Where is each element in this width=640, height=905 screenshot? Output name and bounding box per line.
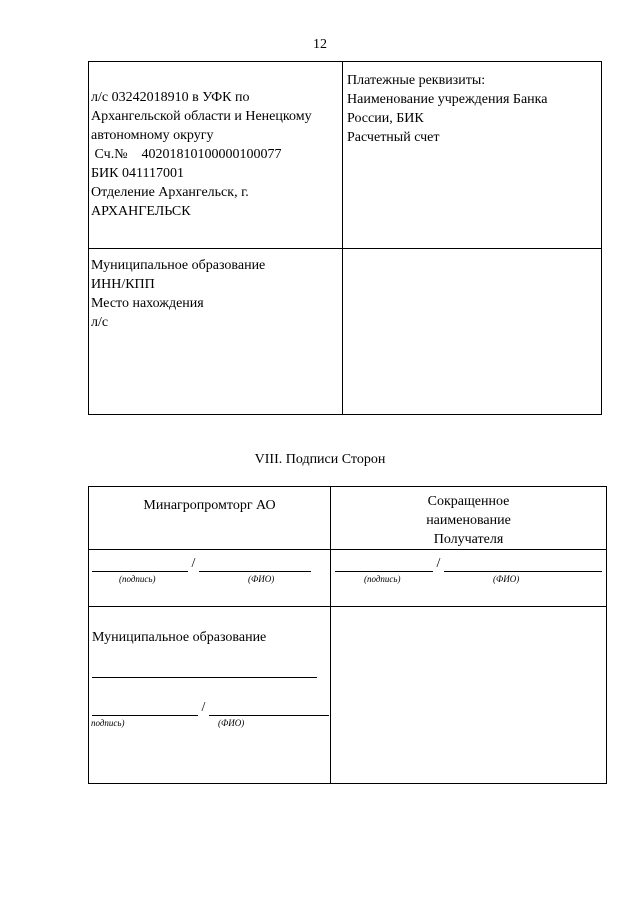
table-divider [89,549,606,550]
signatures-table [88,486,607,784]
details-line: Отделение Архангельск, г. [91,185,249,200]
table-divider [342,62,343,414]
details-line: Место нахождения [91,296,204,311]
slash: / [201,700,206,715]
ministry-header: Минагропромторг АО [143,498,276,513]
details-line: БИК 041117001 [91,166,184,181]
details-line: России, БИК [347,111,424,126]
details-line: Сч.№ 40201810100000100077 [91,147,282,162]
recipient-header-line: Получателя [433,532,504,547]
slash: / [436,556,441,571]
municipality-requisites [91,256,265,332]
page-number: 12 [313,37,327,52]
details-line: ИНН/КПП [91,277,155,292]
treasury-account-details [91,88,312,221]
details-line: Расчетный счет [347,130,440,145]
requisites-table [88,61,602,415]
section-title: VIII. Подписи Сторон [254,452,386,467]
slash: / [191,556,196,571]
signature-caption: (подпись) [119,574,156,584]
recipient-header-line: Сокращенное [427,494,510,509]
signature-blank[interactable] [92,701,198,716]
fio-caption: (ФИО) [493,574,520,584]
recipient-header-line: наименование [426,513,511,528]
details-line: л/с 03242018910 в УФК по [91,90,250,105]
municipality-name-blank[interactable] [92,677,317,678]
details-line: Платежные реквизиты: [347,73,486,88]
table-divider [89,248,601,249]
fio-blank[interactable] [444,557,602,572]
signature-blank[interactable] [92,557,188,572]
recipient-signature-line[interactable] [335,556,602,572]
details-line: л/с [91,315,109,330]
signature-blank[interactable] [335,557,433,572]
municipality-label: Муниципальное образование [92,630,267,645]
ministry-signature-line[interactable] [92,556,311,572]
fio-blank[interactable] [199,557,311,572]
details-line: Наименование учреждения Банка [347,92,548,107]
fio-blank[interactable] [209,701,329,716]
municipality-signature-line[interactable] [92,700,329,716]
details-line: Муниципальное образование [91,258,266,273]
details-line: автономному округу [91,128,214,143]
fio-caption: (ФИО) [248,574,275,584]
table-divider [89,606,606,607]
signature-caption: подпись) [91,718,125,728]
payment-requisites [347,71,547,147]
details-line: Архангельской области и Ненецкому [91,109,312,124]
fio-caption: (ФИО) [218,718,245,728]
details-line: АРХАНГЕЛЬСК [91,204,191,219]
recipient-header [331,492,606,549]
signature-caption: (подпись) [364,574,401,584]
